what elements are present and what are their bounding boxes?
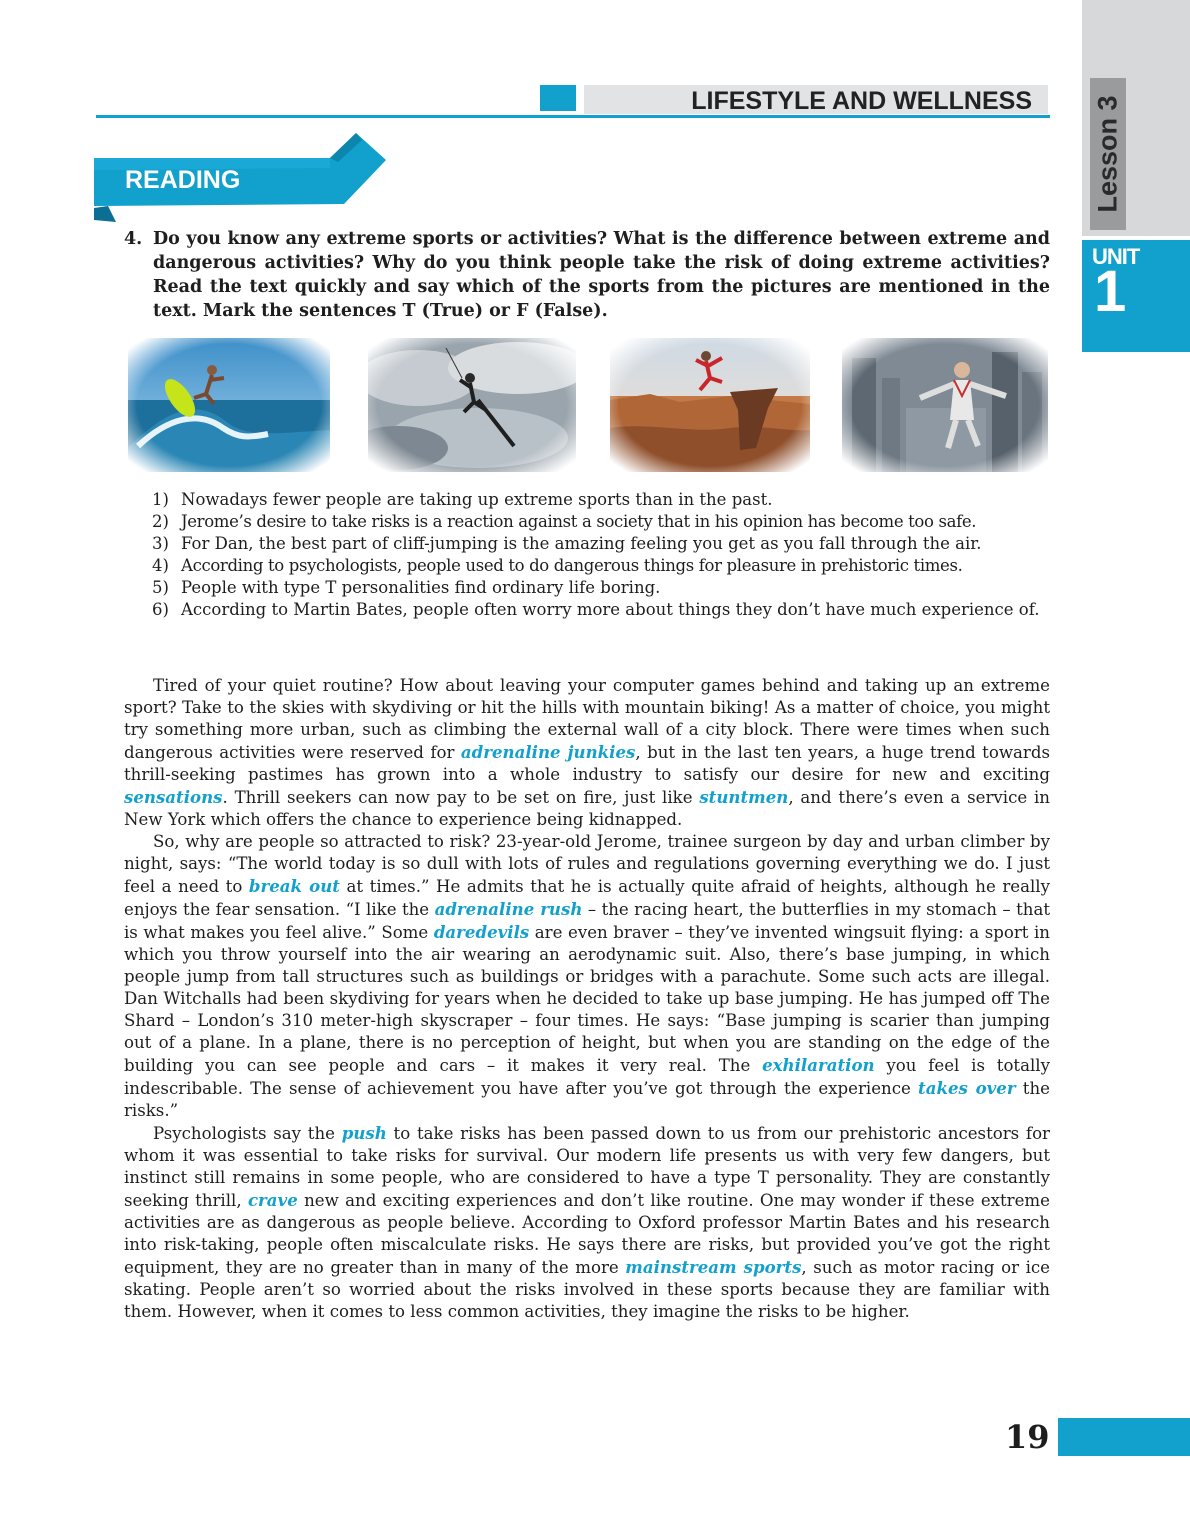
article-text — [124, 675, 1050, 1323]
statement-item: 3) For Dan, the best part of cliff-jumping is the amazing feeling you get as you fall through the air. — [152, 534, 982, 553]
statement-item: 1) Nowadays fewer people are taking up extreme sports than in the past. — [152, 490, 773, 509]
statement-item: 6) According to Martin Bates, people often worry more about things they don’t have much experience of. — [152, 600, 1040, 619]
section-title: READING — [125, 166, 241, 194]
vocab-word: stuntmen — [699, 787, 789, 807]
article-paragraph: Tired of your quiet routine? How about leaving your computer games behind and taking up an extreme sport? Take to the skies with skydiving or hit the hills with mountain biking! As a matter of choice, you might try something more urban, such as climbing the external wall of a city block. There were times when such dangerous activities were reserved for adrenaline junkies, but in the last ten years, a huge trend towards thrill-seeking pastimes has grown into a whole industry to satisfy our desire for new and exciting sensations. Thrill seekers can now pay to be set on fire, just like stuntmen, and there’s even a service in New York which offers the chance to experience being kidnapped. — [124, 676, 1051, 829]
statement-list — [152, 489, 1050, 621]
vocab-word: mainstream sports — [625, 1257, 802, 1277]
task-number: 4. — [124, 229, 143, 249]
vocab-word: push — [341, 1123, 387, 1143]
vocab-word: daredevils — [433, 922, 530, 942]
page-number: 19 — [1005, 1418, 1050, 1456]
unit-label: UNIT — [1092, 244, 1140, 269]
statement-item: 5) People with type T personalities find ordinary life boring. — [152, 578, 661, 597]
vocab-word: adrenaline rush — [434, 899, 583, 919]
task-text: Do you know any extreme sports or activities? What is the difference between extreme and dangerous activities? Why do you think people take the risk of doing extreme activities? Read the text quickly and say which of the sports from the pictures are mentioned in the text. Mark the sentences T (True) or F (False). — [153, 229, 1050, 321]
header-accent-square — [540, 85, 576, 111]
kitesurfer-photo — [368, 338, 576, 472]
vocab-word: exhilaration — [762, 1055, 875, 1075]
article-paragraph: Psychologists say the push to take risks has been passed down to us from our prehistoric ancestors for whom it was essential to take risks for survival. Our modern life presents us with very few dangers, but instinct still remains in some people, who are considered to have a type T personality. They are constantly seeking thrill, crave new and exciting experiences and don’t like routine. One may wonder if these extreme activities are as dangerous as people believe. According to Oxford professor Martin Bates and his research into risk-taking, people often miscalculate risks. He says there are risks, but provided you’ve got the right equipment, they are no greater than in many of the more mainstream sports, such as motor racing or ice skating. People aren’t so worried about the risks involved in these sports because they are familiar with them. However, when it comes to less common activities, they imagine the risks to be higher. — [124, 1123, 1050, 1321]
vocab-word: break out — [248, 876, 340, 896]
statement-item: 2) Jerome’s desire to take risks is a reaction against a society that in his opinion has become too safe. — [152, 512, 977, 531]
article-paragraph: So, why are people so attracted to risk? 23-year-old Jerome, trainee surgeon by day and urban climber by night, says: “The world today is so dull with lots of rules and regulations governing everything we do. I just feel a need to break out at times.” He admits that he is actually quite afraid of heights, although he really enjoys the fear sensation. “I like the adrenaline rush – the racing heart, the butterflies in my stomach – that is what makes you feel alive.” Some daredevils are even braver – they’ve invented wingsuit flying: a sport in which you throw yourself into the air wearing an aerodynamic suit. Also, there’s base jumping, in which people jump from tall structures such as buildings or bridges with a parachute. Some such acts are illegal. Dan Witchalls had been skydiving for years when he decided to take up base jumping. He has jumped off The Shard – London’s 310 meter-high skyscraper – four times. He says: “Base jumping is scarier than jumping out of a plane. In a plane, there is no perception of height, but when you are standing on the edge of the building you can see people and cars – it makes it very real. The exhilaration you feel is totally indescribable. The sense of achievement you have after you’ve got through the experience takes over the risks.” — [124, 832, 1051, 1120]
task-instruction — [124, 227, 1050, 323]
vocab-word: sensations — [124, 787, 223, 807]
vocab-word: crave — [247, 1190, 298, 1210]
cliff-jumper-photo — [610, 338, 810, 472]
statement-item: 4) According to psychologists, people used to do dangerous things for pleasure in prehistoric times. — [152, 556, 963, 575]
vocab-word: adrenaline junkies — [460, 742, 636, 762]
page-header-title: LIFESTYLE AND WELLNESS — [691, 87, 1032, 115]
lesson-label: Lesson 3 — [1092, 95, 1123, 213]
base-jumper-photo — [842, 338, 1048, 472]
footer-accent-bar — [1058, 1418, 1190, 1456]
surfer-photo — [128, 338, 330, 472]
unit-number: 1 — [1094, 259, 1127, 324]
vocab-word: takes over — [918, 1078, 1016, 1098]
header-rule — [96, 115, 1050, 118]
